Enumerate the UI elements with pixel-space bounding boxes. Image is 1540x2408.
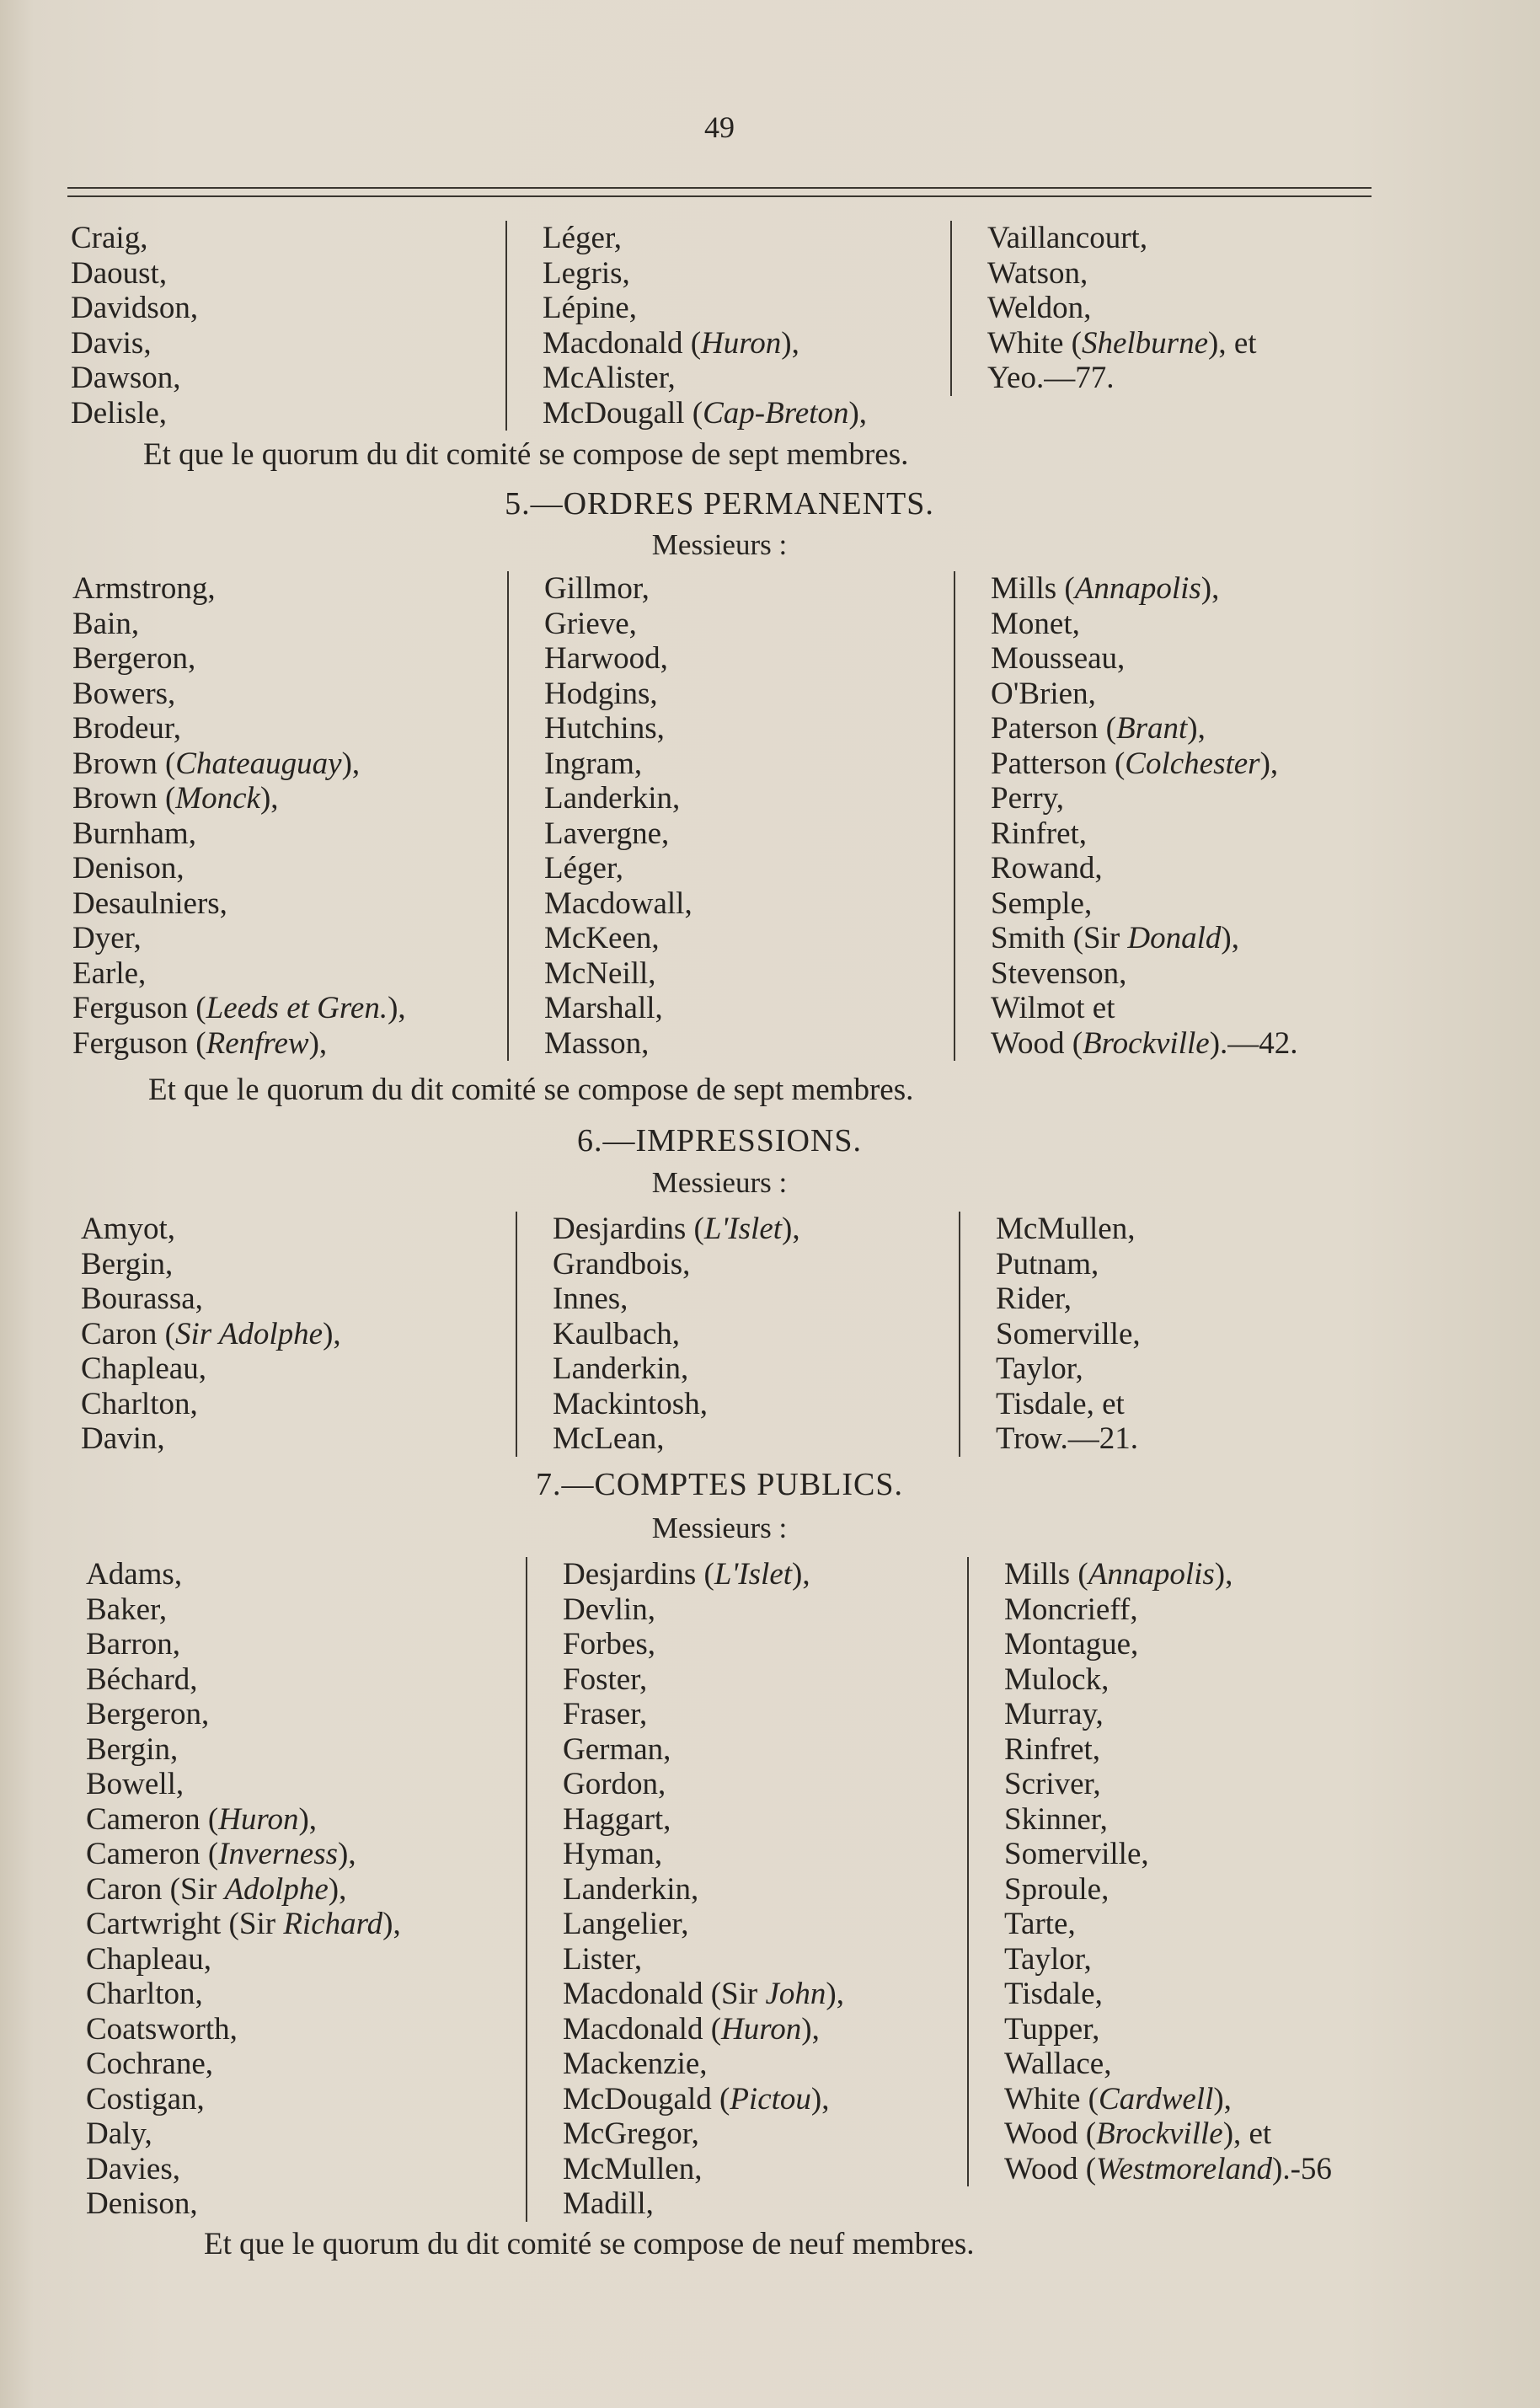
member-name: Macdonald (Huron),: [563, 2011, 820, 2047]
member-name: Cochrane,: [86, 2047, 214, 2081]
member-name: Daoust,: [71, 255, 168, 291]
member-name: Davidson,: [71, 291, 199, 325]
member-name: Wood (Westmoreland).-56: [1004, 2151, 1332, 2186]
member-name: Fraser,: [563, 1697, 648, 1731]
member-name: Chapleau,: [81, 1351, 206, 1386]
member-name: Bain,: [72, 606, 140, 641]
member-name: Caron (Sir Adolphe),: [86, 1871, 347, 1907]
member-name: Brown (Monck),: [72, 781, 279, 816]
member-name: Bowell,: [86, 1767, 184, 1801]
member-name: Montague,: [1004, 1627, 1139, 1662]
member-name: Earle,: [72, 955, 147, 991]
member-name: Forbes,: [563, 1627, 655, 1662]
member-name: Davis,: [71, 325, 152, 361]
member-name: Rider,: [996, 1282, 1072, 1316]
member-name: Desjardins (L'Islet),: [563, 1557, 810, 1592]
member-name: Wilmot et: [991, 991, 1115, 1025]
member-name: White (Cardwell),: [1004, 2081, 1232, 2116]
section7-quorum: Et que le quorum du dit comité se compose de neuf membres.: [204, 2227, 975, 2261]
member-name: Grieve,: [544, 606, 637, 641]
member-name: Gillmor,: [544, 571, 650, 606]
section6-middle-column: [516, 1212, 800, 1457]
member-name: Armstrong,: [72, 571, 216, 606]
member-name: Davies,: [86, 2151, 180, 2186]
member-name: McKeen,: [544, 921, 660, 955]
section4-middle-column: [505, 221, 867, 431]
member-name: Bourassa,: [81, 1282, 203, 1316]
member-name: Mills (Annapolis),: [991, 571, 1220, 606]
member-name: Lister,: [563, 1941, 643, 1977]
page-number: 49: [704, 110, 735, 144]
section4-left-column: [71, 221, 198, 431]
member-name: Bowers,: [72, 676, 176, 711]
member-name: Patterson (Colchester),: [991, 746, 1279, 781]
member-name: Mousseau,: [991, 641, 1126, 676]
member-name: Charlton,: [81, 1386, 198, 1421]
member-name: Tupper,: [1004, 2011, 1100, 2047]
member-name: Delisle,: [71, 395, 168, 431]
member-name: Bergin,: [86, 1731, 179, 1767]
member-name: Rowand,: [991, 851, 1103, 886]
header-rule-top: [67, 187, 1372, 189]
member-name: Paterson (Brant),: [991, 711, 1206, 746]
member-name: Wood (Brockville).—42.: [991, 1025, 1298, 1061]
member-name: Tisdale,: [1004, 1977, 1103, 2011]
member-name: Smith (Sir Donald),: [991, 921, 1239, 955]
member-name: Lépine,: [543, 291, 637, 325]
member-name: McMullen,: [563, 2151, 703, 2186]
member-name: Grandbois,: [553, 1246, 691, 1282]
member-name: Gordon,: [563, 1767, 666, 1801]
member-name: McAlister,: [543, 361, 676, 395]
member-name: Monet,: [991, 606, 1080, 641]
member-name: Macdonald (Huron),: [543, 325, 799, 361]
member-name: Hutchins,: [544, 711, 665, 746]
section5-title: 5.—ORDRES PERMANENTS.: [505, 486, 934, 522]
member-name: McDougall (Cap-Breton),: [543, 395, 868, 431]
member-name: Skinner,: [1004, 1801, 1108, 1837]
member-name: Baker,: [86, 1592, 168, 1627]
member-name: Tisdale, et: [996, 1386, 1125, 1421]
section6-right-column: [959, 1212, 1141, 1457]
member-name: Costigan,: [86, 2081, 205, 2116]
member-name: McLean,: [553, 1421, 665, 1456]
member-name: Mackenzie,: [563, 2047, 708, 2081]
member-name: Cartwright (Sir Richard),: [86, 1907, 401, 1941]
member-name: Moncrieff,: [1004, 1592, 1138, 1627]
section5-middle-column: [507, 571, 692, 1061]
member-name: Devlin,: [563, 1592, 655, 1627]
member-name: Béchard,: [86, 1662, 198, 1697]
section7-middle-column: [526, 1557, 844, 2222]
member-name: Hodgins,: [544, 676, 658, 711]
member-name: Caron (Sir Adolphe),: [81, 1316, 341, 1351]
member-name: Bergin,: [81, 1246, 174, 1282]
member-name: Macdowall,: [544, 886, 692, 921]
member-name: White (Shelburne), et: [987, 325, 1257, 361]
member-name: Putnam,: [996, 1246, 1099, 1282]
member-name: Legris,: [543, 255, 630, 291]
member-name: Langelier,: [563, 1907, 689, 1941]
member-name: Cameron (Inverness),: [86, 1837, 356, 1871]
member-name: Semple,: [991, 886, 1093, 921]
section7-right-column: [967, 1557, 1332, 2186]
member-name: Rinfret,: [991, 816, 1088, 851]
member-name: Barron,: [86, 1627, 180, 1662]
member-name: McDougald (Pictou),: [563, 2081, 830, 2116]
member-name: O'Brien,: [991, 676, 1096, 711]
member-name: Brown (Chateauguay),: [72, 746, 361, 781]
member-name: Haggart,: [563, 1801, 671, 1837]
section5-right-column: [954, 571, 1298, 1061]
member-name: Marshall,: [544, 991, 663, 1025]
section5-subtitle: Messieurs :: [651, 528, 788, 561]
member-name: Dawson,: [71, 361, 181, 395]
member-name: Vaillancourt,: [987, 221, 1148, 255]
member-name: Landerkin,: [544, 781, 681, 816]
member-name: Wood (Brockville), et: [1004, 2116, 1272, 2151]
member-name: Weldon,: [987, 291, 1092, 325]
member-name: Léger,: [543, 221, 623, 255]
member-name: Landerkin,: [553, 1351, 689, 1386]
member-name: Mills (Annapolis),: [1004, 1557, 1233, 1592]
member-name: Léger,: [544, 851, 624, 886]
member-name: Landerkin,: [563, 1871, 699, 1907]
member-name: Ingram,: [544, 746, 643, 781]
member-name: Trow.—21.: [996, 1421, 1138, 1456]
member-name: Perry,: [991, 781, 1064, 816]
section7-left-column: [86, 1557, 401, 2222]
member-name: Kaulbach,: [553, 1316, 681, 1351]
member-name: Hyman,: [563, 1837, 663, 1871]
member-name: Stevenson,: [991, 955, 1127, 991]
member-name: Coatsworth,: [86, 2011, 238, 2047]
member-name: Charlton,: [86, 1977, 203, 2011]
member-name: Masson,: [544, 1025, 650, 1061]
member-name: Davin,: [81, 1421, 165, 1456]
member-name: Foster,: [563, 1662, 648, 1697]
section5-left-column: [72, 571, 406, 1061]
member-name: Denison,: [86, 2186, 198, 2221]
member-name: Watson,: [987, 255, 1088, 291]
member-name: Mackintosh,: [553, 1386, 708, 1421]
member-name: Tarte,: [1004, 1907, 1076, 1941]
section6-title: 6.—IMPRESSIONS.: [576, 1123, 863, 1159]
section4-quorum: Et que le quorum du dit comité se compose de sept membres.: [143, 437, 909, 472]
section4-right-column: [950, 221, 1257, 396]
member-name: Macdonald (Sir John),: [563, 1977, 844, 2011]
member-name: McGregor,: [563, 2116, 699, 2151]
member-name: Yeo.—77.: [987, 361, 1115, 395]
header-rule-bottom: [67, 195, 1372, 197]
member-name: Adams,: [86, 1557, 183, 1592]
member-name: Denison,: [72, 851, 184, 886]
member-name: Lavergne,: [544, 816, 670, 851]
member-name: Harwood,: [544, 641, 668, 676]
section6-left-column: [81, 1212, 341, 1457]
member-name: Mulock,: [1004, 1662, 1110, 1697]
member-name: McMullen,: [996, 1212, 1136, 1246]
section5-quorum: Et que le quorum du dit comité se compose de sept membres.: [148, 1073, 914, 1107]
member-name: Somerville,: [996, 1316, 1141, 1351]
member-name: Sproule,: [1004, 1871, 1110, 1907]
member-name: Ferguson (Leeds et Gren.),: [72, 991, 406, 1025]
member-name: Innes,: [553, 1282, 628, 1316]
member-name: Craig,: [71, 221, 148, 255]
member-name: Amyot,: [81, 1212, 176, 1246]
section7-subtitle: Messieurs :: [651, 1512, 788, 1544]
member-name: Desaulniers,: [72, 886, 227, 921]
section7-title: 7.—COMPTES PUBLICS.: [535, 1467, 904, 1502]
section6-subtitle: Messieurs :: [651, 1166, 788, 1199]
member-name: Taylor,: [996, 1351, 1083, 1386]
member-name: Bergeron,: [86, 1697, 210, 1731]
member-name: German,: [563, 1731, 671, 1767]
member-name: Daly,: [86, 2116, 152, 2151]
member-name: Somerville,: [1004, 1837, 1149, 1871]
member-name: Madill,: [563, 2186, 654, 2221]
member-name: Desjardins (L'Islet),: [553, 1212, 800, 1246]
member-name: Ferguson (Renfrew),: [72, 1025, 328, 1061]
member-name: Cameron (Huron),: [86, 1801, 318, 1837]
member-name: Dyer,: [72, 921, 142, 955]
member-name: Taylor,: [1004, 1941, 1092, 1977]
member-name: Wallace,: [1004, 2047, 1112, 2081]
member-name: Brodeur,: [72, 711, 182, 746]
member-name: Burnham,: [72, 816, 196, 851]
member-name: Scriver,: [1004, 1767, 1101, 1801]
member-name: Chapleau,: [86, 1941, 211, 1977]
member-name: Murray,: [1004, 1697, 1104, 1731]
member-name: McNeill,: [544, 955, 656, 991]
member-name: Bergeron,: [72, 641, 196, 676]
member-name: Rinfret,: [1004, 1731, 1101, 1767]
